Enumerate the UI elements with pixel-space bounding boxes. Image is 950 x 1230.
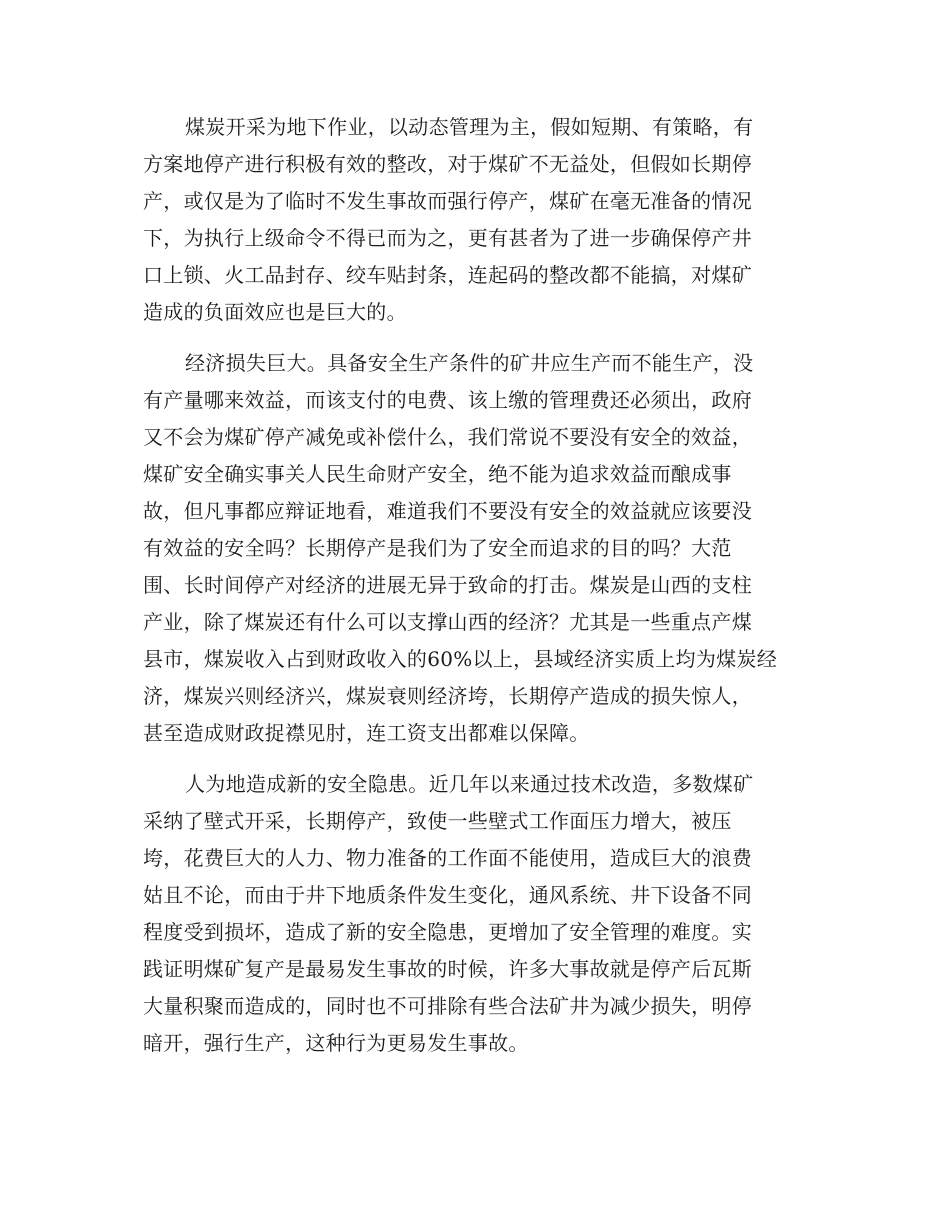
text-line: 暗开，强行生产，这种行为更易发生事故。 xyxy=(143,1031,529,1055)
text-line: 造成的负面效应也是巨大的。 xyxy=(143,300,407,324)
text-line: 产，或仅是为了临时不发生事故而强行停产，煤矿在毫无准备的情况 xyxy=(143,189,752,213)
text-line: 产业，除了煤炭还有什么可以支撑山西的经济？尤其是一些重点产煤 xyxy=(143,610,752,634)
text-line: 有效益的安全吗？长期停产是我们为了安全而追求的目的吗？大范 xyxy=(143,536,732,560)
text-line: 采纳了壁式开采，长期停产，致使一些壁式工作面压力增大，被压 xyxy=(143,809,732,833)
text-line: 下，为执行上级命令不得已而为之，更有甚者为了进一步确保停产井 xyxy=(143,226,752,250)
text-line: 方案地停产进行积极有效的整改，对于煤矿不无益处，但假如长期停 xyxy=(143,152,752,176)
text-line: 践证明煤矿复产是最易发生事故的时候，许多大事故就是停产后瓦斯 xyxy=(143,957,752,981)
text-line: 口上锁、火工品封存、绞车贴封条，连起码的整改都不能搞，对煤矿 xyxy=(143,263,752,287)
text-line: 姑且不论，而由于井下地质条件发生变化，通风系统、井下设备不同 xyxy=(143,883,752,907)
text-line: 甚至造成财政捉襟见肘，连工资支出都难以保障。 xyxy=(143,721,590,745)
text-line: 人为地造成新的安全隐患。近几年以来通过技术改造，多数煤矿 xyxy=(185,772,754,796)
text-line: 大量积聚而造成的，同时也不可排除有些合法矿井为减少损失，明停 xyxy=(143,994,752,1018)
text-line: 程度受到损坏，造成了新的安全隐患，更增加了安全管理的难度。实 xyxy=(143,920,752,944)
text-line: 又不会为煤矿停产减免或补偿什么，我们常说不要没有安全的效益， xyxy=(143,425,752,449)
text-line: 垮，花费巨大的人力、物力准备的工作面不能使用，造成巨大的浪费 xyxy=(143,846,752,870)
text-line: 经济损失巨大。具备安全生产条件的矿井应生产而不能生产，没 xyxy=(185,351,754,375)
text-line: 县市，煤炭收入占到财政收入的60%以上，县域经济实质上均为煤炭经 xyxy=(143,647,778,671)
text-line: 煤炭开采为地下作业，以动态管理为主，假如短期、有策略，有 xyxy=(185,115,754,139)
text-line: 济，煤炭兴则经济兴，煤炭衰则经济垮，长期停产造成的损失惊人， xyxy=(143,684,752,708)
text-line: 有产量哪来效益，而该支付的电费、该上缴的管理费还必须出，政府 xyxy=(143,388,752,412)
text-line: 煤矿安全确实事关人民生命财产安全，绝不能为追求效益而酿成事 xyxy=(143,462,732,486)
text-line: 围、长时间停产对经济的进展无异于致命的打击。煤炭是山西的支柱 xyxy=(143,573,752,597)
text-line: 故，但凡事都应辩证地看，难道我们不要没有安全的效益就应该要没 xyxy=(143,499,752,523)
